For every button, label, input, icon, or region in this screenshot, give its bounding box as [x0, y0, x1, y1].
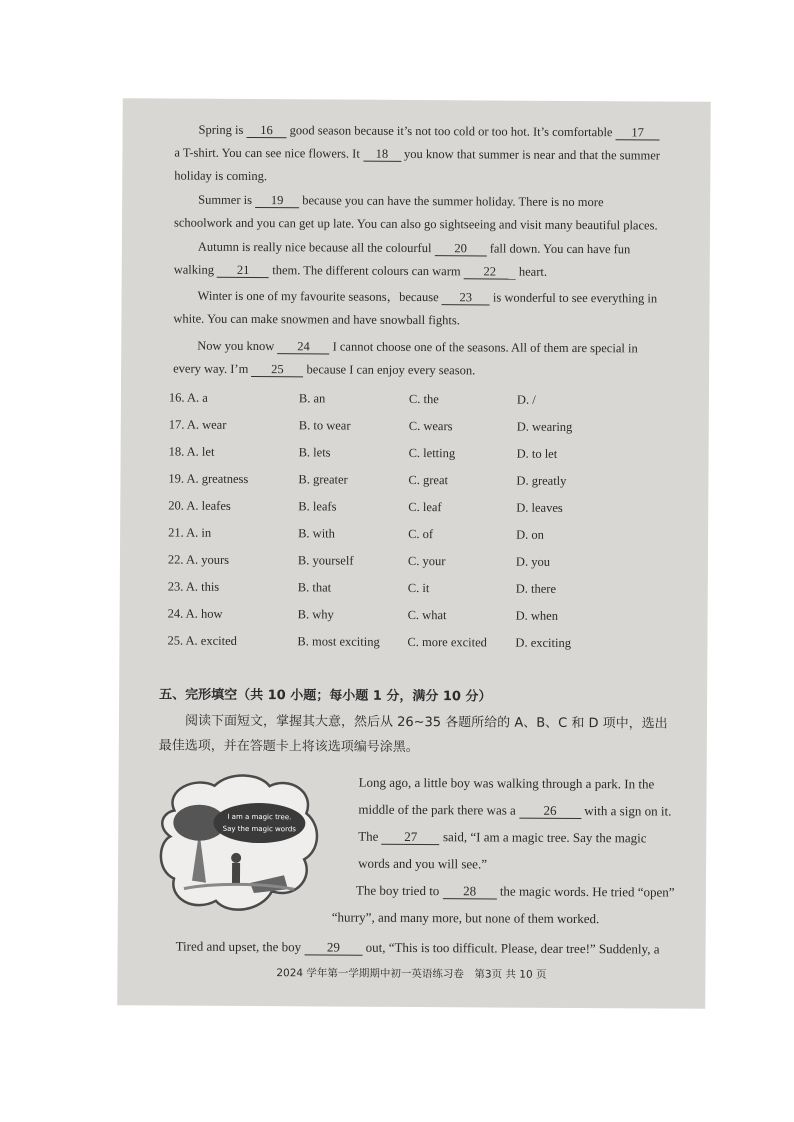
blank-17: 17 — [616, 125, 660, 140]
text: Long ago, a little boy was walking through a park. In the middle of the park there was a — [358, 774, 655, 818]
option-a: 17. A. wear — [168, 417, 227, 432]
story-paragraph-2 — [332, 877, 678, 933]
option-d: D. there — [515, 581, 557, 596]
blank-16: 16 — [246, 123, 286, 138]
story-paragraph-1 — [358, 769, 679, 879]
option-a: 25. A. excited — [167, 633, 237, 648]
option-a: 24. A. how — [167, 606, 223, 621]
boy-figure — [232, 863, 240, 885]
option-c: C. what — [407, 607, 447, 623]
blank-20: 20 — [435, 241, 487, 256]
blank-18: 18 — [363, 147, 401, 162]
section-instruction: 阅读下面短文，掌握其大意，然后从 26~35 各题所给的 A、B、C 和 D 项中，选出最佳选项，并在答题卡上将该选项编号涂黑。 — [158, 713, 668, 756]
option-c: C. the — [408, 391, 439, 407]
text: the magic words. He tried “open” “hurry”, and many more, but none of them worked. — [331, 883, 675, 927]
option-b: B. leafs — [298, 499, 337, 514]
option-row-18 — [169, 444, 669, 467]
blank-29: 29 — [304, 940, 362, 955]
option-row-23 — [168, 579, 668, 602]
text: The boy tried to — [355, 882, 440, 899]
option-row-20 — [168, 498, 668, 521]
option-b: B. an — [298, 391, 326, 406]
text: Autumn is really nice because all the colourful — [197, 239, 432, 256]
option-a: 22. A. yours — [167, 552, 230, 567]
text: good season because it’s not too cold or too hot. It’s comfortable — [289, 123, 613, 140]
option-a: 19. A. greatness — [168, 471, 249, 486]
option-c: C. letting — [408, 445, 456, 461]
text: you know that summer is near and that the summer holiday is coming. — [174, 146, 660, 184]
blank-27: 27 — [382, 830, 440, 845]
blank-26: 26 — [519, 804, 581, 819]
option-row-16 — [169, 391, 669, 414]
text: Spring is — [198, 122, 244, 137]
text: fall down. You can have fun walking — [173, 241, 631, 277]
text: because I can enjoy every season. — [306, 362, 476, 378]
option-d: D. wearing — [516, 419, 573, 434]
option-row-22 — [168, 552, 668, 575]
option-a: 21. A. in — [168, 525, 212, 540]
passage-paragraph-autumn — [174, 236, 664, 285]
blank-23: 23 — [442, 290, 490, 305]
text: because you can have the summer holiday. There is no more schoolwork and you can get up late. You can also go sightseeing and visit many beautiful places. — [173, 193, 658, 233]
option-a: 20. A. leafes — [168, 498, 231, 513]
option-b: B. why — [297, 607, 334, 622]
option-b: B. to wear — [298, 418, 351, 433]
option-d: D. exciting — [515, 635, 572, 650]
blank-28: 28 — [443, 884, 497, 899]
text: with a sign on it. The — [358, 803, 672, 844]
text: I cannot choose one of the seasons. All of them are special in every way. I’m — [173, 339, 638, 376]
story-paragraph-3 — [176, 933, 686, 963]
option-c: C. your — [407, 553, 446, 569]
option-b: B. with — [298, 526, 335, 541]
blank-25: 25 — [251, 362, 303, 377]
option-row-25 — [167, 633, 667, 656]
passage-paragraph-winter — [173, 285, 663, 334]
option-row-17 — [169, 417, 669, 440]
text: Tired and upset, the boy — [175, 938, 302, 955]
option-b: B. lets — [298, 445, 331, 460]
option-row-21 — [168, 525, 668, 548]
option-c: C. it — [407, 580, 430, 596]
option-c: C. great — [408, 472, 449, 488]
text: Summer is — [198, 192, 253, 208]
option-d: D. / — [516, 392, 536, 407]
option-b: B. most exciting — [297, 634, 380, 649]
text: them. The different colours can warm — [272, 263, 461, 279]
sign-text-line2: Say the magic words — [222, 824, 296, 834]
option-c: C. leaf — [408, 499, 442, 515]
text: said, “I am a magic tree. Say the magic words and you will see.” — [358, 829, 647, 872]
option-row-19 — [168, 471, 668, 494]
option-d: D. you — [515, 554, 551, 569]
passage-paragraph-summer — [174, 189, 664, 238]
option-c: C. wears — [408, 418, 453, 434]
blank-19: 19 — [255, 193, 299, 208]
option-row-24 — [168, 606, 668, 629]
page-footer: 2024 学年第一学期期中初一英语练习卷 第3页 共 10 页 — [276, 967, 547, 981]
text: Winter is one of my favourite seasons，because — [197, 288, 439, 305]
option-b: B. greater — [298, 472, 348, 487]
option-a: 18. A. let — [168, 444, 215, 459]
text: out, “This is too difficult. Please, dear tree!” Suddenly, a — [365, 939, 660, 957]
text: a T-shirt. You can see nice flowers. It — [174, 145, 360, 161]
option-d: D. to let — [516, 446, 558, 461]
option-c: C. of — [408, 526, 434, 542]
option-d: D. leaves — [516, 500, 563, 515]
option-a: 16. A. a — [168, 390, 208, 405]
passage-paragraph-spring — [174, 119, 664, 191]
exam-page — [117, 98, 711, 1009]
magic-tree-illustration — [154, 770, 323, 919]
option-b: B. yourself — [297, 553, 354, 568]
option-d: D. when — [515, 608, 559, 623]
option-b: B. that — [297, 580, 332, 595]
option-a: 23. A. this — [167, 579, 220, 594]
option-c: C. more excited — [407, 634, 488, 650]
blank-24: 24 — [277, 339, 329, 354]
text: Now you know — [197, 338, 275, 354]
option-d: D. greatly — [516, 473, 567, 488]
blank-22: 22 — [464, 264, 516, 279]
section-heading: 五、完形填空（共 10 小题；每小题 1 分，满分 10 分） — [159, 687, 492, 705]
sign-text-line1: I am a magic tree. — [227, 812, 292, 822]
text: heart. — [518, 264, 548, 279]
boy-head — [231, 853, 241, 863]
blank-21: 21 — [217, 263, 269, 278]
option-d: D. on — [516, 527, 544, 542]
passage-paragraph-conclusion — [173, 335, 663, 384]
text: is wonderful to see everything in white. You can make snowmen and have snowball fights. — [173, 290, 658, 328]
